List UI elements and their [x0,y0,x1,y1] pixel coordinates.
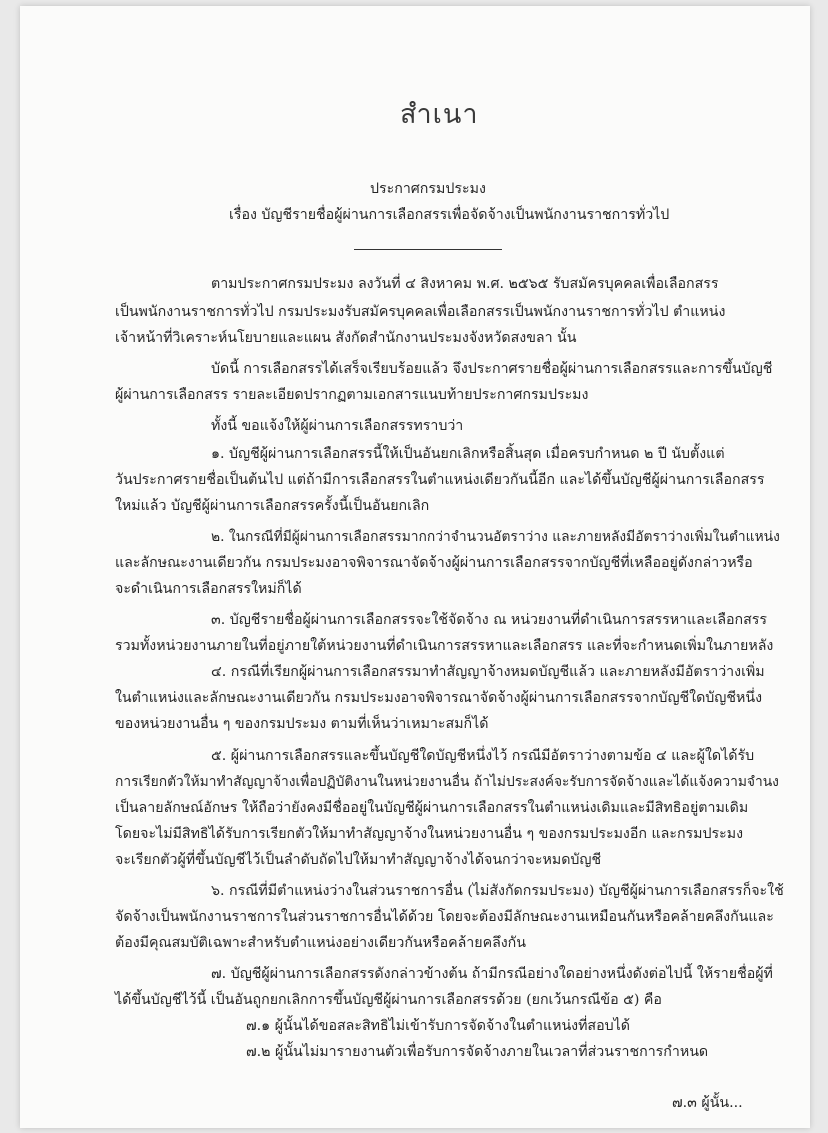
item6-line-2: จัดจ้างเป็นพนักงานราชการในส่วนราชการอื่นได้ด้วย โดยจะต้องมีลักษณะงานเหมือนกันหรือคล้ายคลึงกันและ [115,909,774,925]
document-page [20,6,810,1128]
item4-line-1: ๔. กรณีที่เรียกผู้ผ่านการเลือกสรรมาทำสัญญาจ้างหมดบัญชีแล้ว และภายหลังมีอัตราว่างเพิ่ม [211,664,765,680]
notice-line: ทั้งนี้ ขอแจ้งให้ผู้ผ่านการเลือกสรรทราบว่า [211,418,464,434]
item7-2-line: ๗.๒ ผู้นั้นไม่มารายงานตัวเพื่อรับการจัดจ้างภายในเวลาที่ส่วนราชการกำหนด [246,1044,709,1060]
item5-line-1: ๕. ผู้ผ่านการเลือกสรรและขึ้นบัญชีใดบัญชีหนึ่งไว้ กรณีมีอัตราว่างตามข้อ ๔ และผู้ใดได้รับ [211,748,755,764]
now-line-1: บัดนี้ การเลือกสรรได้เสร็จเรียบร้อยแล้ว จึงประกาศรายชื่อผู้ผ่านการเลือกสรรและการขึ้นบัญชี [211,361,773,377]
item3-line-2: รวมทั้งหน่วยงานภายในที่อยู่ภายใต้หน่วยงานที่ดำเนินการสรรหาและเลือกสรร และที่จะกำหนดเพิ่มในภายหลัง [115,638,774,654]
intro-line-2: เป็นพนักงานราชการทั่วไป กรมประมงรับสมัครบุคคลเพื่อเลือกสรรเป็นพนักงานราชการทั่วไป ตำแหน่ง [115,304,726,320]
announcement-subject: เรื่อง บัญชีรายชื่อผู้ผ่านการเลือกสรรเพื่อจัดจ้างเป็นพนักงานราชการทั่วไป [229,207,670,223]
item3-line-1: ๓. บัญชีรายชื่อผู้ผ่านการเลือกสรรจะใช้จัดจ้าง ณ หน่วยงานที่ดำเนินการสรรหาและเลือกสรร [211,612,768,628]
item6-line-3: ต้องมีคุณสมบัติเฉพาะสำหรับตำแหน่งอย่างเดียวกันหรือคล้ายคลึงกัน [115,935,526,951]
intro-line-1: ตามประกาศกรมประมง ลงวันที่ ๔ สิงหาคม พ.ศ. ๒๕๖๕ รับสมัครบุคคลเพื่อเลือกสรร [211,276,719,292]
continuation-marker: ๗.๓ ผู้นั้น... [672,1095,743,1111]
intro-line-3: เจ้าหน้าที่วิเคราะห์นโยบายและแผน สังกัดสำนักงานประมงจังหวัดสงขลา นั้น [115,330,577,346]
item1-line-3: ใหม่แล้ว บัญชีผู้ผ่านการเลือกสรรครั้งนี้เป็นอันยกเลิก [115,498,430,514]
item1-line-1: ๑. บัญชีผู้ผ่านการเลือกสรรนี้ให้เป็นอันยกเลิกหรือสิ้นสุด เมื่อครบกำหนด ๒ ปี นับตั้งแต่ [211,446,725,462]
item5-line-3: เป็นลายลักษณ์อักษร ให้ถือว่ายังคงมีชื่ออยู่ในบัญชีผู้ผ่านการเลือกสรรในตำแหน่งเดิมและมีสิทธิอยู่ตามเดิม [115,800,749,816]
item1-line-2: วันประกาศรายชื่อเป็นต้นไป แต่ถ้ามีการเลือกสรรในตำแหน่งเดียวกันนี้อีก และได้ขึ้นบัญชีผู้ผ่านการเลือกสรร [115,472,765,488]
now-line-2: ผู้ผ่านการเลือกสรร รายละเอียดปรากฏตามเอกสารแนบท้ายประกาศกรมประมง [115,387,589,403]
item2-line-1: ๒. ในกรณีที่มีผู้ผ่านการเลือกสรรมากกว่าจำนวนอัตราว่าง และภายหลังมีอัตราว่างเพิ่มในตำแหน่ง [211,529,780,545]
item7-line-2: ได้ขึ้นบัญชีไว้นี้ เป็นอันถูกยกเลิกการขึ้นบัญชีผู้ผ่านการเลือกสรรด้วย (ยกเว้นกรณีข้อ ๕) คือ [115,992,662,1008]
item5-line-4: โดยจะไม่มีสิทธิได้รับการเรียกตัวให้มาทำสัญญาจ้างในหน่วยงานอื่น ๆ ของกรมประมงอีก และกรมประมง [115,826,744,842]
item4-line-3: ของหน่วยงานอื่น ๆ ของกรมประมง ตามที่เห็นว่าเหมาะสมก็ได้ [115,716,489,732]
announcement-title: ประกาศกรมประมง [370,181,486,197]
item7-line-1: ๗. บัญชีผู้ผ่านการเลือกสรรดังกล่าวข้างต้น ถ้ามีกรณีอย่างใดอย่างหนึ่งดังต่อไปนี้ ให้รายชื่อผู้ที่ [211,966,773,982]
item4-line-2: ในตำแหน่งและลักษณะงานเดียวกัน กรมประมงอาจพิจารณาจัดจ้างผู้ผ่านการเลือกสรรจากบัญชีใดบัญชีหนึ่ง [115,690,762,706]
item7-1-line: ๗.๑ ผู้นั้นได้ขอสละสิทธิไม่เข้ารับการจัดจ้างในตำแหน่งที่สอบได้ [246,1018,630,1034]
item5-line-5: จะเรียกตัวผู้ที่ขึ้นบัญชีไว้เป็นลำดับถัดไปให้มาทำสัญญาจ้างได้จนกว่าจะหมดบัญชี [115,852,602,868]
item2-line-2: และลักษณะงานเดียวกัน กรมประมงอาจพิจารณาจัดจ้างผู้ผ่านการเลือกสรรจากบัญชีที่เหลืออยู่ดังกล่าวหรือ [115,555,753,571]
item6-line-1: ๖. กรณีที่มีตำแหน่งว่างในส่วนราชการอื่น (ไม่สังกัดกรมประมง) บัญชีผู้ผ่านการเลือกสรรก็จะใช้ [211,883,784,899]
copy-stamp: สำเนา [400,99,479,130]
title-divider [354,249,502,250]
item2-line-3: จะดำเนินการเลือกสรรใหม่ก็ได้ [115,581,302,597]
item5-line-2: การเรียกตัวให้มาทำสัญญาจ้างเพื่อปฏิบัติงานในหน่วยงานอื่น ถ้าไม่ประสงค์จะรับการจัดจ้างและได้แจ้งความจำนง [115,774,779,790]
